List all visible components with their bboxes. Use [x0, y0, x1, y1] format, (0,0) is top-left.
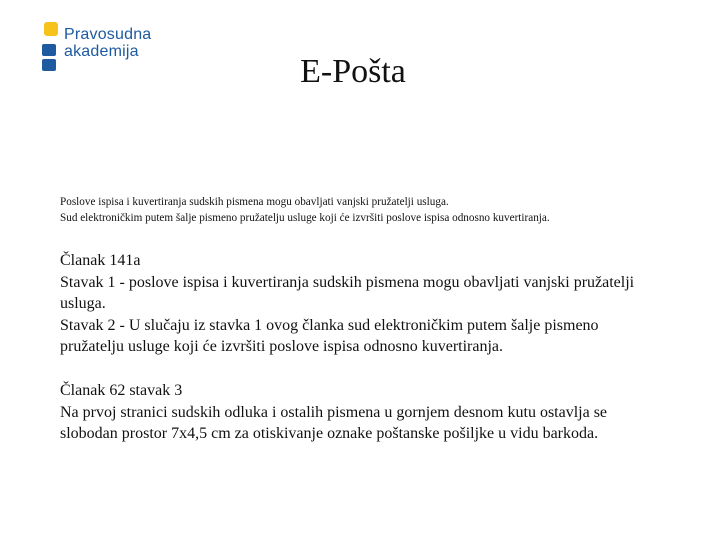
logo-line-1: Pravosudna [64, 26, 152, 43]
article-141a-section [60, 250, 664, 358]
article-62-heading: Članak 62 stavak 3 [60, 382, 183, 399]
logo-line-2: akademija [64, 43, 139, 60]
page-title: E-Pošta [300, 53, 406, 90]
intro-line-2: Sud elektroničkim putem šalje pismeno pružatelju usluge koji će izvršiti poslove ispisa odnosno kuvertiranja. [60, 211, 550, 224]
article-62-paragraph: Na prvoj stranici sudskih odluka i ostalih pismena u gornjem desnom kutu ostavlja se slobodan prostor 7x4,5 cm za otiskivanje oznake poštanske pošiljke u vidu barkoda. [60, 403, 608, 442]
article-62-section [60, 380, 664, 445]
intro-line-1: Poslove ispisa i kuvertiranja sudskih pismena mogu obavljati vanjski pružatelji usluga. [60, 196, 449, 208]
article-141a-paragraph-2: Stavak 2 - U slučaju iz stavka 1 ovog članka sud elektroničkim putem šalje pismeno pružatelju usluge koji će izvršiti poslove ispisa odnosno kuvertiranja. [60, 316, 599, 355]
intro-text [60, 195, 680, 226]
article-141a-paragraph-1: Stavak 1 - poslove ispisa i kuvertiranja sudskih pismena mogu obavljati vanjski pružatelji usluga. [60, 273, 635, 312]
article-141a-heading: Članak 141a [60, 252, 141, 269]
